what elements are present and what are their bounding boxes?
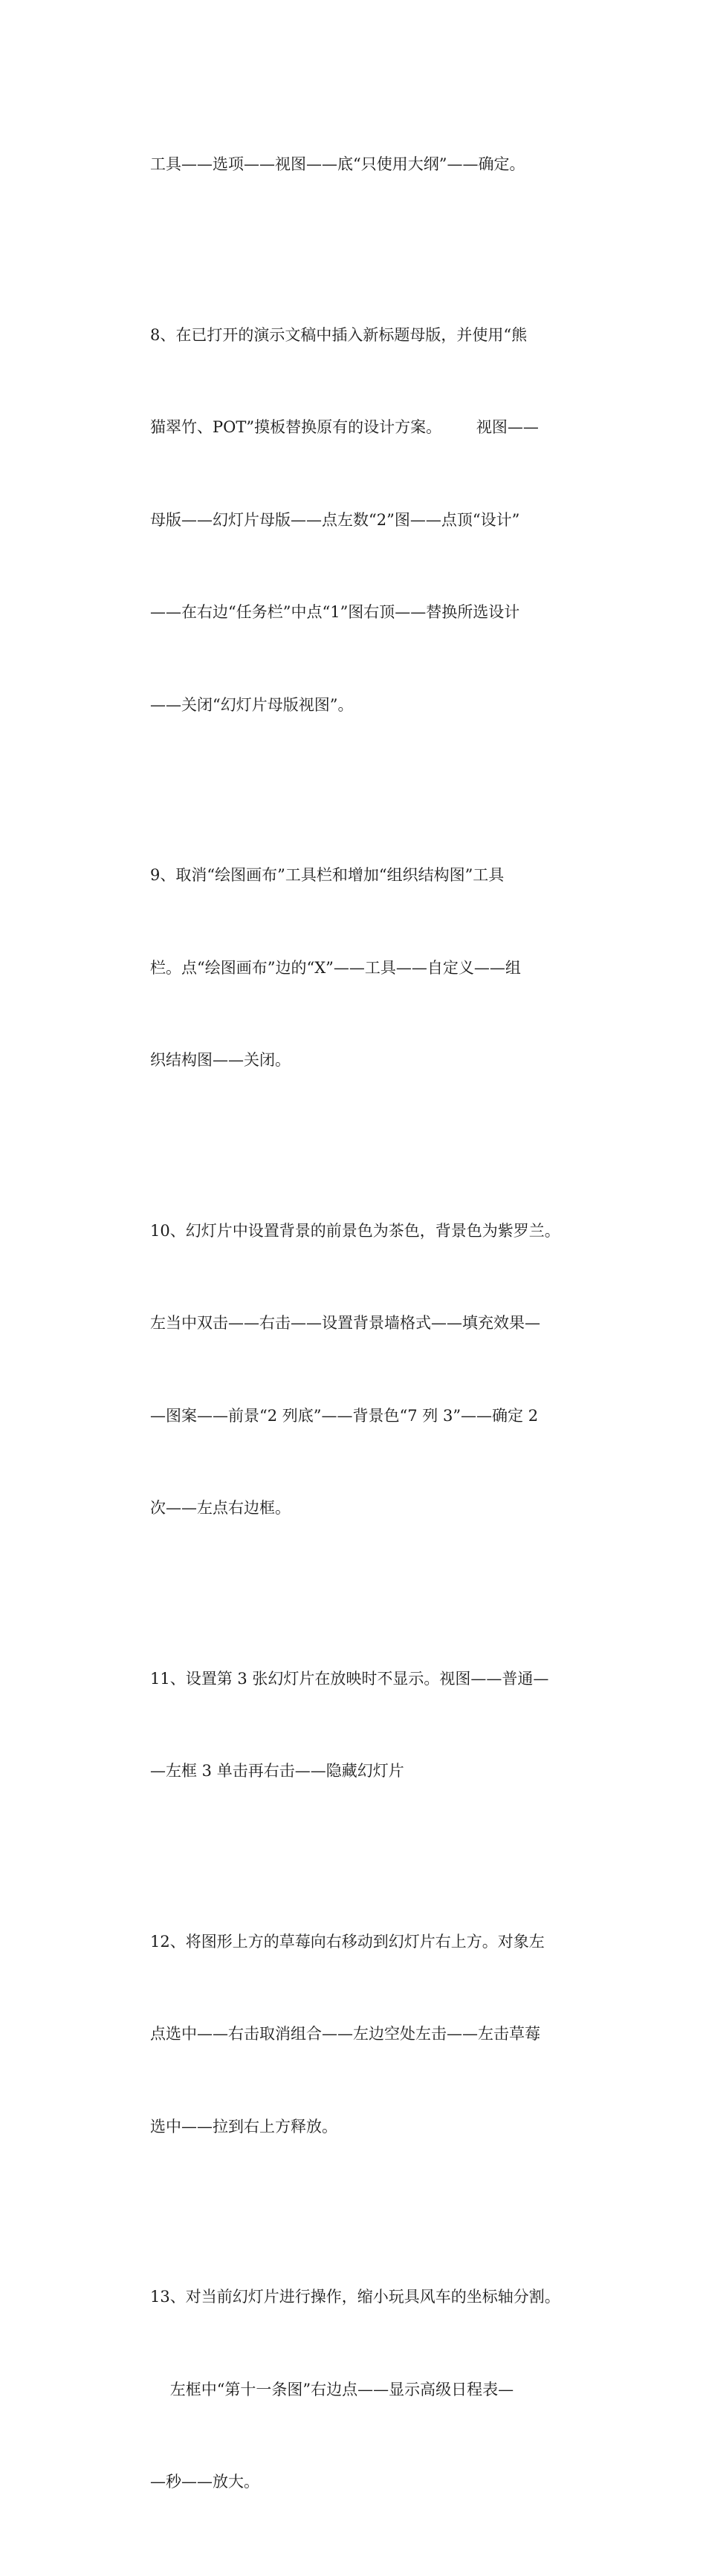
text-line: 选中——拉到右上方释放。 [150,2117,337,2136]
paragraph-item-13 [150,2220,603,2560]
text-line: —图案——前景“2 列底”——背景色“7 列 3”——确定 2 [150,1406,539,1425]
text-line: 9、取消“绘图画布”工具栏和增加“组织结构图”工具 [150,866,505,884]
paragraph-item-10 [150,1154,603,1586]
text-line: 10、幻灯片中设置背景的前景色为茶色，背景色为紫罗兰。 [150,1221,560,1240]
text-line: ——在右边“任务栏”中点“1”图右顶——替换所选设计 [150,603,520,621]
text-line: 左当中双击——右击——设置背景墙格式——填充效果— [150,1314,540,1332]
paragraph-item-8 [150,258,603,783]
text-line: 8、在已打开的演示文稿中插入新标题母版，并使用“熊 [150,325,528,344]
text-line: 工具——选项——视图——底“只使用大纲”——确定。 [150,155,525,173]
text-line: 栏。点“绘图画布”边的“X”——工具——自定义——组 [150,958,521,977]
paragraph-item-9 [150,799,603,1138]
text-line: 左框中“第十一条图”右边点——显示高级日程表— [150,2380,514,2398]
text-line: —秒——放大。 [150,2473,259,2491]
text-line: 11、设置第 3 张幻灯片在放映时不显示。视图——普通— [150,1669,549,1688]
text-line: 12、将图形上方的草莓向右移动到幻灯片右上方。对象左 [150,1932,545,1951]
text-line: 织结构图——关闭。 [150,1051,291,1069]
paragraph-item-11 [150,1602,603,1849]
text-line: 猫翠竹、POT”摸板替换原有的设计方案。 视图—— [150,418,539,436]
text-line: ——关闭“幻灯片母版视图”。 [150,695,354,714]
text-line: 次——左点右边框。 [150,1499,291,1517]
document-body [150,88,603,2576]
text-line: 母版——幻灯片母版——点左数“2”图——点顶“设计” [150,510,520,529]
paragraph-item-12 [150,1865,603,2205]
text-line: 13、对当前幻灯片进行操作，缩小玩具风车的坐标轴分割。 [150,2288,560,2306]
text-line: 点选中——右击取消组合——左边空处左击——左击草莓 [150,2025,540,2043]
paragraph-continued [150,88,603,242]
text-line: —左框 3 单击再右击——隐藏幻灯片 [150,1762,404,1780]
